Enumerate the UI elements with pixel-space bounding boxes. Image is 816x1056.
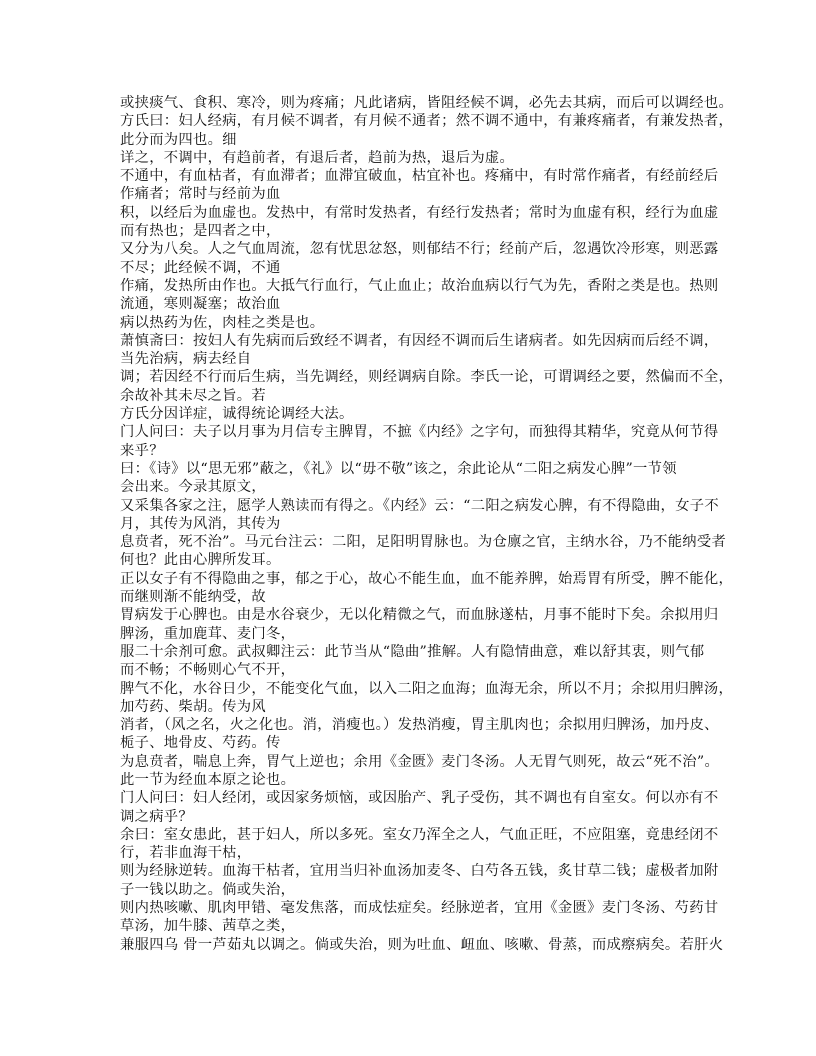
- text-line: 栀子、地骨皮、芍药。传: [120, 735, 281, 752]
- text-line: 月，其传为风消，其传为: [120, 515, 281, 532]
- text-line: 草汤，加牛膝、茜草之类，: [120, 918, 296, 935]
- text-line: 方氏曰：妇人经病，有月候不调者，有月候不通者；然不调不通中，有兼疼痛者，有兼发热者，: [120, 113, 734, 130]
- text-line: 作痛，发热所由作也。大抵气行血行，气止血止；故治血病以行气为先，香附之类是也。热则: [120, 277, 719, 294]
- text-line: 方氏分因详症，诚得统论调经大法。: [120, 406, 354, 423]
- text-line: 详之，不调中，有趋前者，有退后者，趋前为热，退后为虚。: [120, 149, 515, 166]
- text-line: 服二十余剂可愈。武叔卿注云：此节当从“隐曲”推解。人有隐情曲意，难以舒其衷，则气郁: [120, 643, 705, 660]
- text-line: 而继则渐不能纳受，故: [120, 589, 266, 606]
- text-line: 而不畅；不畅则心气不开，: [120, 662, 296, 679]
- text-line: 余曰：室女患此，甚于妇人，所以多死。室女乃浑全之人，气血正旺，不应阻塞，竟患经闭不: [120, 826, 719, 843]
- text-line: 曰：《诗》以“思无邪”蔽之，《礼》以“毋不敬”该之，余此论从“二阳之病发心脾”一节领: [120, 460, 677, 477]
- text-line: 脾汤，重加鹿茸、麦门冬，: [120, 625, 296, 642]
- text-line: 当先治病，病去经自: [120, 351, 252, 368]
- text-line: 子一钱以助之。倘或失治，: [120, 881, 296, 898]
- text-line: 兼服四乌 骨一芦茹丸以调之。倘或失治，则为吐血、衄血、咳嗽、骨蒸，而成瘵病矣。若肝火: [120, 936, 724, 953]
- text-line: 而有热也；是四者之中，: [120, 223, 281, 240]
- text-line: 或挟痰气、食积、寒冷，则为疼痛；凡此诸病，皆阻经候不调，必先去其病，而后可以调经也。: [120, 95, 734, 111]
- text-line: 何也？此由心脾所发耳。: [120, 552, 281, 569]
- text-line: 消者，（风之名，火之化也。消，消瘦也。）发热消瘦，胃主肌肉也；余拟用归脾汤，加丹皮、: [120, 717, 719, 734]
- text-line: 胃病发于心脾也。由是水谷衰少，无以化精微之气，而血脉遂枯，月事不能时下矣。余拟用归: [120, 607, 719, 624]
- text-line: 为息贲者，喘息上奔，胃气上逆也；余用《金匮》麦门冬汤。人无胃气则死，故云“死不治”。: [120, 753, 720, 770]
- text-line: 加芍药、柴胡。传为风: [120, 698, 266, 715]
- text-line: 流通，寒则凝塞；故治血: [120, 296, 281, 313]
- text-line: 正以女子有不得隐曲之事，郁之于心，故心不能生血，血不能养脾，始焉胃有所受，脾不能化，: [120, 570, 734, 587]
- text-line: 又采集各家之注，愿学人熟读而有得之。《内经》云：“二阳之病发心脾，有不得隐曲，女子不: [120, 497, 719, 514]
- text-line: 病以热药为佐，肉桂之类是也。: [120, 314, 325, 331]
- text-line: 萧慎斋曰：按妇人有先病而后致经不调者，有因经不调而后生诸病者。如先因病而后经不调，: [120, 332, 719, 349]
- text-line: 余故补其未尽之旨。若: [120, 387, 266, 404]
- text-line: 会出来。今录其原文，: [120, 479, 266, 496]
- text-line: 作痛者；常时与经前为血: [120, 186, 281, 203]
- text-line: 积，以经后为血虚也。发热中，有常时发热者，有经行发热者；常时为血虚有积，经行为血虚: [120, 204, 719, 221]
- text-line: 行，若非血海干枯，: [120, 845, 252, 862]
- text-line: 息贲者，死不治”。马元台注云：二阳，足阳明胃脉也。为仓廪之官，主纳水谷，乃不能纳受者: [120, 534, 727, 551]
- text-line: 此分而为四也。细: [120, 131, 237, 148]
- text-line: 调之病乎？: [120, 808, 193, 825]
- text-line: 此一节为经血本原之论也。: [120, 771, 296, 788]
- text-line: 则内热咳嗽、肌肉甲错、毫发焦落，而成怯症矣。经脉逆者，宜用《金匮》麦门冬汤、芍药甘: [120, 900, 719, 917]
- text-line: 不尽；此经候不调，不通: [120, 259, 281, 276]
- document-body: [120, 94, 734, 954]
- text-line: 又分为八矣。人之气血周流，忽有忧思忿怒，则郁结不行；经前产后，忽遇饮冷形寒，则恶露: [120, 241, 719, 258]
- text-line: 脾气不化，水谷日少，不能变化气血，以入二阳之血海；血海无余，所以不月；余拟用归脾汤，: [120, 680, 734, 697]
- text-line: 门人问曰：夫子以月事为月信专主脾胃，不摭《内经》之字句，而独得其精华，究竟从何节得: [120, 424, 719, 441]
- text-line: 调；若因经不行而后生病，当先调经，则经调病自除。李氏一论，可谓调经之要，然偏而不全，: [120, 369, 734, 386]
- text-line: 则为经脉逆转。血海干枯者，宜用当归补血汤加麦冬、白芍各五钱，炙甘草二钱；虚极者加附: [120, 863, 719, 880]
- text-line: 来乎？: [120, 442, 164, 459]
- text-line: 不通中，有血枯者，有血滞者；血滞宜破血，枯宜补也。疼痛中，有时常作痛者，有经前经后: [120, 168, 719, 185]
- text-line: 门人问曰：妇人经闭，或因家务烦恼，或因胎产、乳子受伤，其不调也有自室女。何以亦有不: [120, 790, 719, 807]
